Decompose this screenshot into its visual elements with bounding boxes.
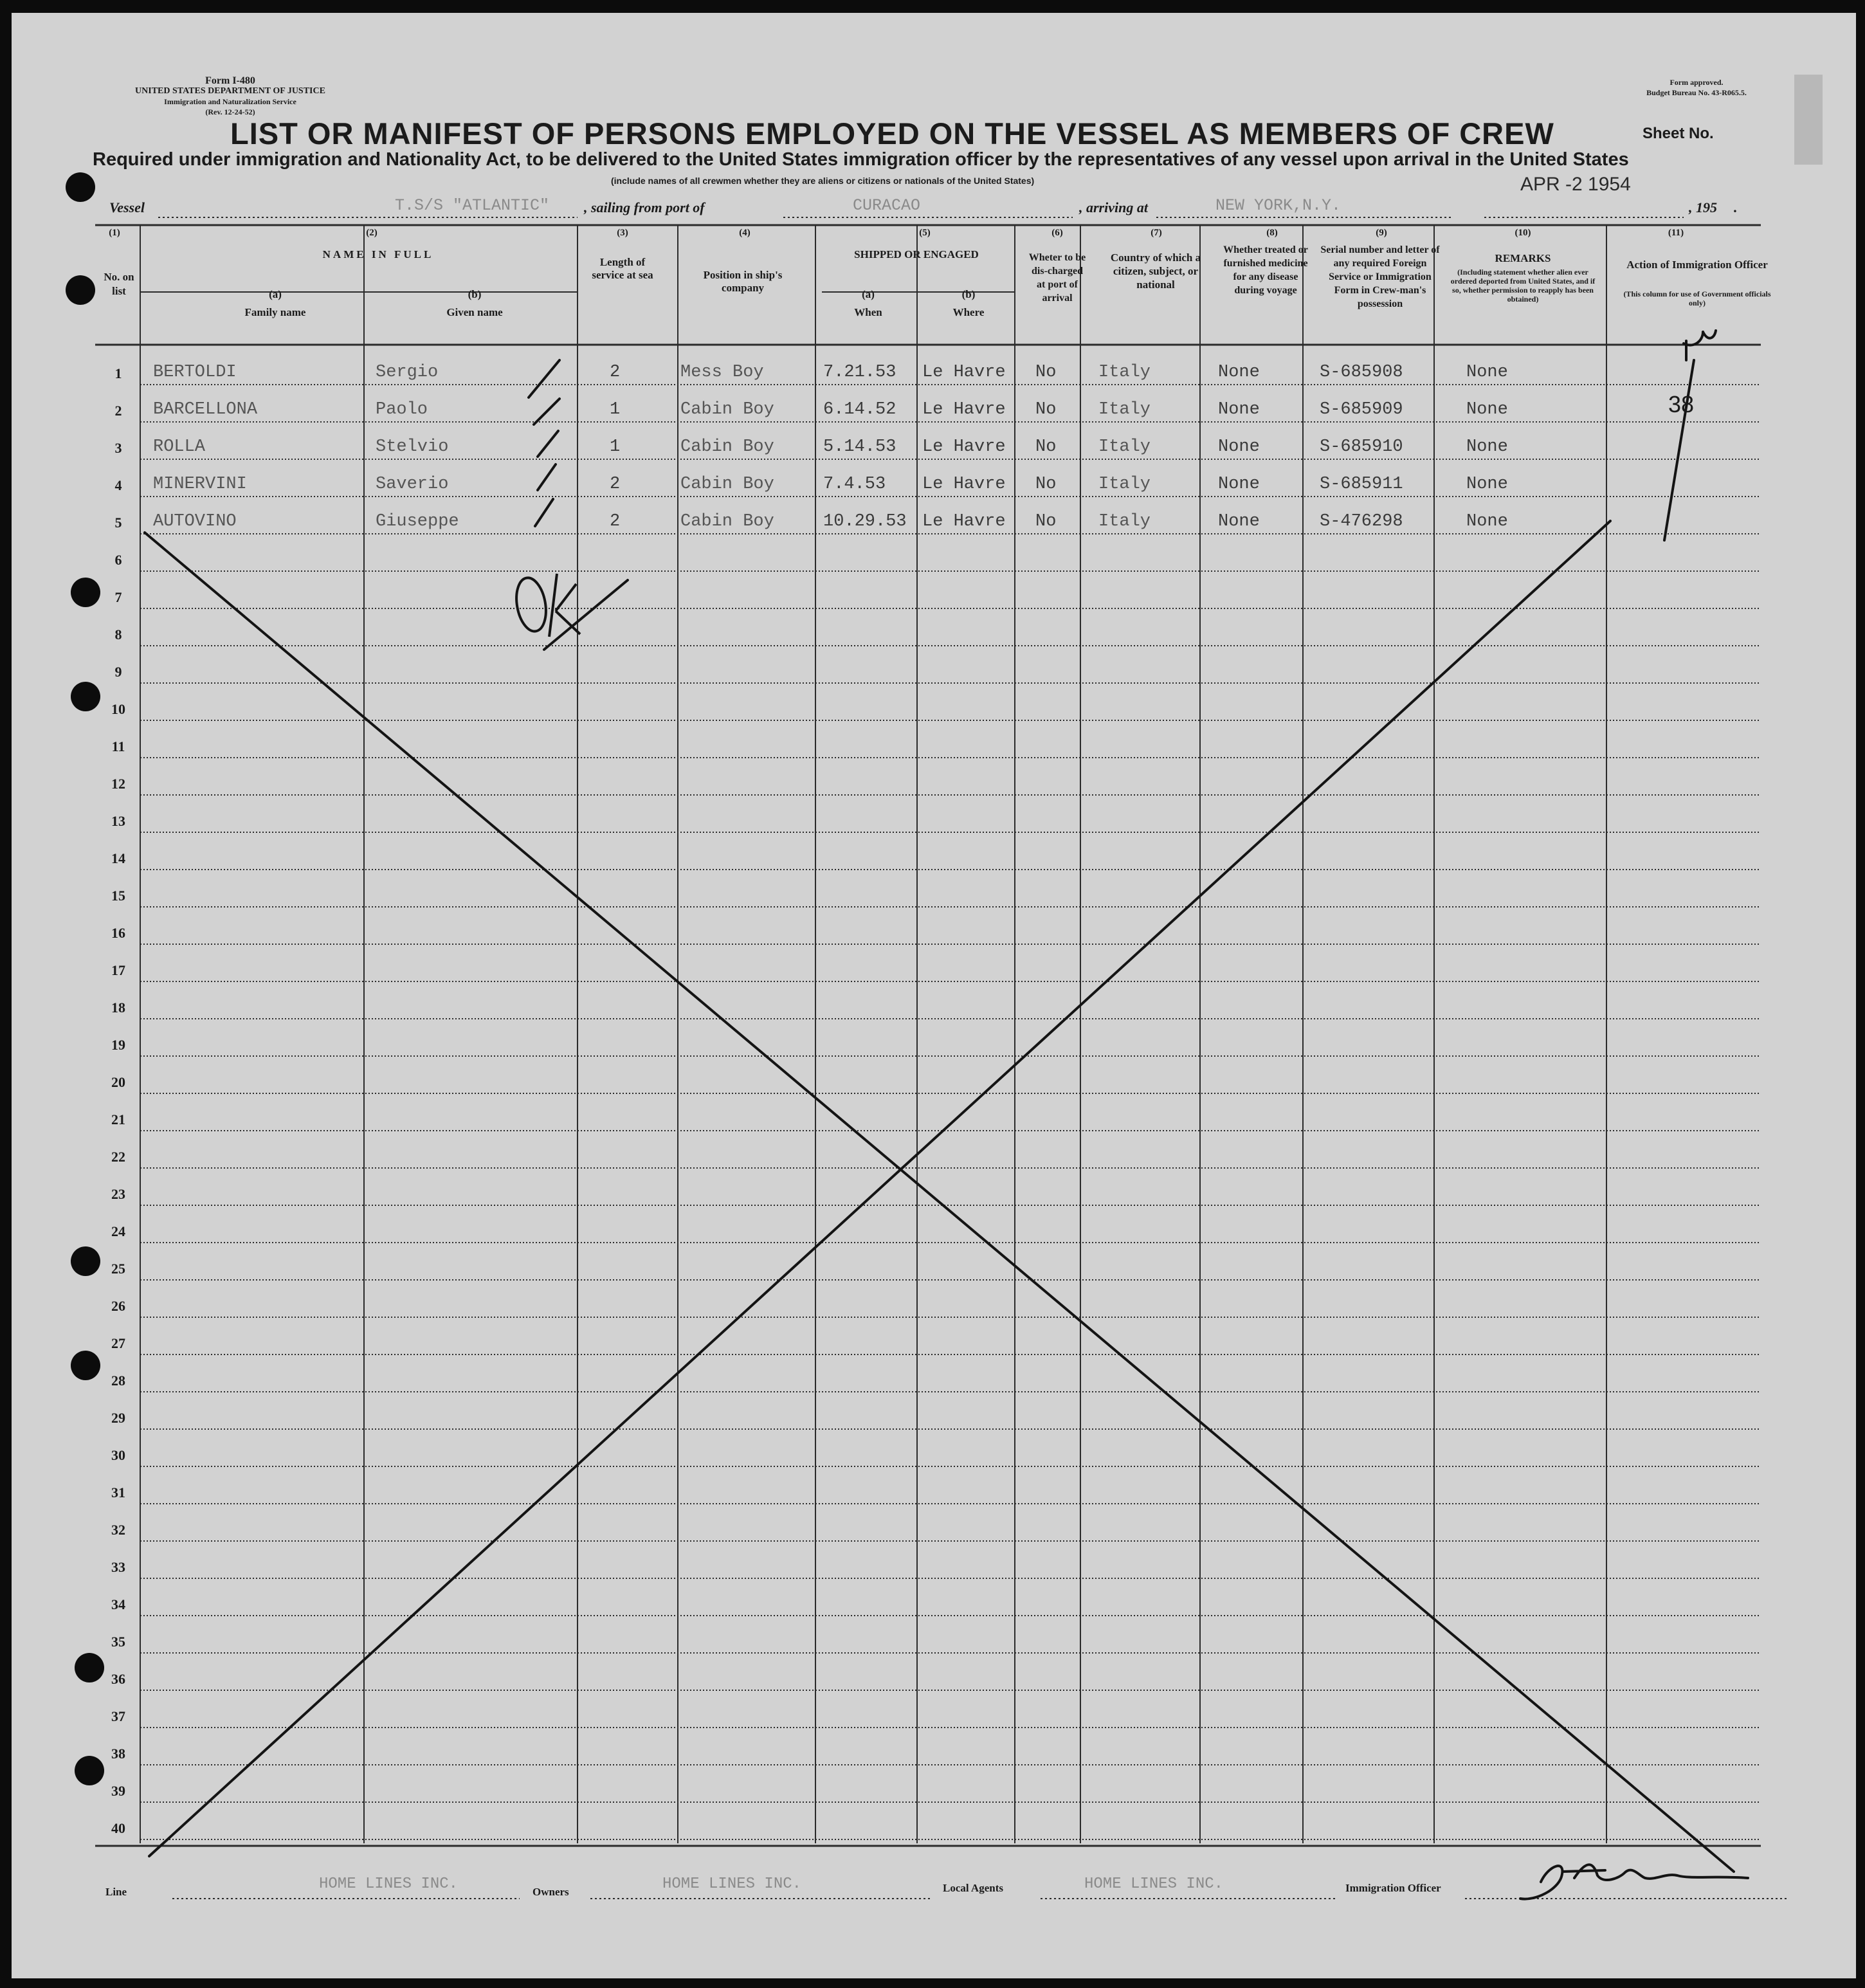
serial-number-cell: S-685908 bbox=[1320, 363, 1403, 382]
col-5a-letter: (a) bbox=[862, 288, 875, 300]
row-number: 32 bbox=[111, 1522, 125, 1538]
row-number: 39 bbox=[111, 1783, 125, 1799]
check-mark bbox=[535, 499, 553, 526]
sailing-from-label: , sailing from port of bbox=[584, 199, 705, 215]
col-7-number: (7) bbox=[1151, 228, 1162, 238]
vessel-label: Vessel bbox=[109, 199, 145, 215]
service-name: Immigration and Naturalization Service bbox=[164, 97, 296, 106]
country-cell: Italy bbox=[1098, 512, 1151, 531]
row-number: 31 bbox=[111, 1484, 125, 1500]
check-mark bbox=[538, 431, 558, 457]
row-number: 24 bbox=[111, 1223, 125, 1239]
remarks-cell: None bbox=[1466, 475, 1508, 494]
family-name-cell: MINERVINI bbox=[153, 475, 247, 494]
immigration-officer-label: Immigration Officer bbox=[1345, 1882, 1441, 1894]
col-2a-letter: (a) bbox=[269, 288, 282, 300]
row-number: 21 bbox=[111, 1111, 125, 1127]
country-cell: Italy bbox=[1098, 400, 1151, 419]
country-cell: Italy bbox=[1098, 475, 1151, 494]
row-number: 25 bbox=[111, 1261, 125, 1277]
shipped-when-cell: 5.14.53 bbox=[823, 437, 896, 457]
local-agents-label: Local Agents bbox=[943, 1882, 1003, 1894]
col-1-number: (1) bbox=[109, 228, 120, 238]
col-7-header: Country of which a citizen, subject, or national bbox=[1110, 251, 1201, 291]
serial-number-cell: S-685910 bbox=[1320, 437, 1403, 457]
row-number: 1 bbox=[114, 365, 122, 381]
col-10-header: REMARKS bbox=[1495, 252, 1551, 264]
ok-letter-o bbox=[513, 576, 550, 634]
arriving-at-label: , arriving at bbox=[1079, 199, 1148, 215]
shipped-when-cell: 6.14.52 bbox=[823, 400, 896, 419]
row-number: 12 bbox=[111, 776, 125, 792]
officer-signature bbox=[1520, 1865, 1748, 1899]
row-number: 11 bbox=[111, 738, 125, 754]
officer-bracket-line bbox=[1664, 360, 1694, 540]
check-mark bbox=[534, 399, 560, 424]
given-name-cell: Giuseppe bbox=[376, 512, 459, 531]
approval-line-1: Form approved. bbox=[1669, 78, 1724, 87]
position-cell: Cabin Boy bbox=[680, 512, 774, 531]
remarks-cell: None bbox=[1466, 363, 1508, 382]
row-number: 14 bbox=[111, 850, 125, 866]
shipped-where-cell: Le Havre bbox=[922, 512, 1006, 531]
shipped-when-cell: 7.21.53 bbox=[823, 363, 896, 382]
shipped-where-cell: Le Havre bbox=[922, 400, 1006, 419]
page-subtitle: Required under immigration and Nationality Act, to be delivered to the United States immigration officer by the representatives of any vessel upon arrival in the United States bbox=[93, 149, 1629, 170]
year-suffix-label: , 195 bbox=[1689, 199, 1717, 215]
col-6-header: Wheter to be dis-charged at port of arrival bbox=[1028, 252, 1086, 304]
given-name-cell: Saverio bbox=[376, 475, 449, 494]
col-10-note: (Including statement whether alien ever ordered deported from United States, and if so, whether permission to reapply has been obtained) bbox=[1450, 268, 1596, 304]
row-number: 15 bbox=[111, 888, 125, 904]
col-4-header: Position in ship's company bbox=[703, 269, 783, 294]
col-2-header: NAME IN FULL bbox=[322, 248, 434, 260]
discharged-cell: No bbox=[1035, 437, 1057, 457]
row-number: 40 bbox=[111, 1820, 125, 1836]
ok-underline bbox=[544, 580, 628, 650]
country-cell: Italy bbox=[1098, 437, 1151, 457]
remarks-cell: None bbox=[1466, 512, 1508, 531]
local-agents-value: HOME LINES INC. bbox=[1084, 1875, 1224, 1893]
col-2b-header: Given name bbox=[446, 306, 503, 318]
col-5b-header: Where bbox=[952, 306, 985, 318]
department-name: UNITED STATES DEPARTMENT OF JUSTICE bbox=[135, 86, 325, 96]
row-number: 38 bbox=[111, 1746, 125, 1762]
shipped-when-cell: 10.29.53 bbox=[823, 512, 907, 531]
col-11-header: Action of Immigration Officer bbox=[1626, 259, 1768, 271]
remarks-cell: None bbox=[1466, 400, 1508, 419]
officer-initials bbox=[1684, 331, 1716, 360]
check-mark bbox=[529, 360, 560, 397]
row-number: 6 bbox=[114, 552, 122, 568]
position-cell: Cabin Boy bbox=[680, 400, 774, 419]
service-length-cell: 1 bbox=[610, 437, 621, 457]
position-cell: Cabin Boy bbox=[680, 475, 774, 494]
col-5-number: (5) bbox=[919, 228, 931, 238]
row-number: 20 bbox=[111, 1074, 125, 1090]
service-length-cell: 2 bbox=[610, 475, 621, 494]
medicine-cell: None bbox=[1218, 437, 1260, 457]
col-2b-letter: (b) bbox=[468, 288, 482, 300]
col-9-header: Serial number and letter of any required Foreign Service or Immigration Form in Crew-man's possession bbox=[1320, 244, 1440, 309]
family-name-cell: BERTOLDI bbox=[153, 363, 237, 382]
row-number: 7 bbox=[114, 589, 122, 605]
serial-number-cell: S-685909 bbox=[1320, 400, 1403, 419]
row-number: 28 bbox=[111, 1372, 125, 1389]
row-number: 36 bbox=[111, 1671, 125, 1687]
shipped-where-cell: Le Havre bbox=[922, 475, 1006, 494]
col-5b-letter: (b) bbox=[961, 288, 976, 300]
col-1-header: No. on list bbox=[104, 271, 134, 297]
col-3-header: Length of service at sea bbox=[592, 256, 653, 281]
row-number: 10 bbox=[111, 701, 125, 717]
medicine-cell: None bbox=[1218, 512, 1260, 531]
row-number: 37 bbox=[111, 1708, 125, 1724]
form-number: Form I-480 bbox=[205, 75, 255, 86]
row-number: 18 bbox=[111, 999, 125, 1016]
owners-label: Owners bbox=[532, 1886, 569, 1898]
country-cell: Italy bbox=[1098, 363, 1151, 382]
discharged-cell: No bbox=[1035, 363, 1057, 382]
col-5-header: SHIPPED OR ENGAGED bbox=[854, 248, 979, 260]
row-number: 17 bbox=[111, 962, 125, 978]
serial-number-cell: S-476298 bbox=[1320, 512, 1403, 531]
col-4-number: (4) bbox=[739, 228, 751, 238]
row-number: 33 bbox=[111, 1559, 125, 1575]
col-8-header: Whether treated or furnished medicine for any disease during voyage bbox=[1223, 244, 1308, 296]
col-6-number: (6) bbox=[1051, 228, 1063, 238]
line-value: HOME LINES INC. bbox=[319, 1875, 459, 1893]
cancellation-stroke bbox=[145, 533, 1734, 1872]
row-number: 23 bbox=[111, 1186, 125, 1202]
medicine-cell: None bbox=[1218, 475, 1260, 494]
sheet-number-label: Sheet No. bbox=[1642, 125, 1714, 142]
service-length-cell: 1 bbox=[610, 400, 621, 419]
page-title: LIST OR MANIFEST OF PERSONS EMPLOYED ON THE VESSEL AS MEMBERS OF CREW bbox=[230, 116, 1554, 150]
service-length-cell: 2 bbox=[610, 363, 621, 382]
owners-value: HOME LINES INC. bbox=[662, 1875, 802, 1893]
ok-letter-k bbox=[549, 574, 580, 637]
check-mark bbox=[538, 464, 556, 490]
form-revision: (Rev. 12-24-52) bbox=[205, 107, 255, 116]
medicine-cell: None bbox=[1218, 400, 1260, 419]
arriving-at-value: NEW YORK,N.Y. bbox=[1215, 196, 1342, 215]
row-number: 8 bbox=[114, 626, 122, 643]
service-length-cell: 2 bbox=[610, 512, 621, 531]
sailing-from-value: CURACAO bbox=[853, 196, 921, 215]
row-number: 34 bbox=[111, 1596, 125, 1612]
row-number: 4 bbox=[114, 477, 122, 493]
remarks-cell: None bbox=[1466, 437, 1508, 457]
row-number: 29 bbox=[111, 1410, 125, 1426]
row-number: 30 bbox=[111, 1447, 125, 1463]
discharged-cell: No bbox=[1035, 512, 1057, 531]
row-number: 22 bbox=[111, 1149, 125, 1165]
row-number: 27 bbox=[111, 1335, 125, 1351]
serial-number-cell: S-685911 bbox=[1320, 475, 1403, 494]
row-number: 13 bbox=[111, 813, 125, 829]
col-3-number: (3) bbox=[617, 228, 628, 238]
row-number: 26 bbox=[111, 1298, 125, 1314]
date-stamp: APR -2 1954 bbox=[1520, 174, 1631, 195]
row-number: 2 bbox=[114, 403, 122, 419]
officer-count: 38 bbox=[1668, 391, 1695, 417]
given-name-cell: Stelvio bbox=[376, 437, 449, 457]
family-name-cell: BARCELLONA bbox=[153, 400, 258, 419]
row-number: 35 bbox=[111, 1634, 125, 1650]
col-8-number: (8) bbox=[1266, 228, 1278, 238]
medicine-cell: None bbox=[1218, 363, 1260, 382]
col-10-number: (10) bbox=[1515, 228, 1531, 238]
col-5a-header: When bbox=[854, 306, 882, 318]
shipped-where-cell: Le Havre bbox=[922, 363, 1006, 382]
row-number: 19 bbox=[111, 1037, 125, 1053]
col-9-number: (9) bbox=[1376, 228, 1387, 238]
shipped-when-cell: 7.4.53 bbox=[823, 475, 886, 494]
year-end: . bbox=[1734, 199, 1738, 215]
col-2-number: (2) bbox=[366, 228, 378, 238]
shipped-where-cell: Le Havre bbox=[922, 437, 1006, 457]
approval-line-2: Budget Bureau No. 43-R065.5. bbox=[1646, 88, 1747, 97]
handwriting-overlay bbox=[12, 13, 1856, 1978]
given-name-cell: Paolo bbox=[376, 400, 428, 419]
col-11-note: (This column for use of Government officials only) bbox=[1623, 289, 1771, 307]
discharged-cell: No bbox=[1035, 400, 1057, 419]
family-name-cell: AUTOVINO bbox=[153, 512, 237, 531]
family-name-cell: ROLLA bbox=[153, 437, 206, 457]
row-number: 16 bbox=[111, 925, 125, 941]
given-name-cell: Sergio bbox=[376, 363, 439, 382]
position-cell: Mess Boy bbox=[680, 363, 764, 382]
col-2a-header: Family name bbox=[244, 306, 306, 318]
discharged-cell: No bbox=[1035, 475, 1057, 494]
row-number: 5 bbox=[114, 515, 122, 531]
col-11-number: (11) bbox=[1668, 228, 1684, 238]
crew-manifest-sheet bbox=[12, 13, 1856, 1978]
row-number: 9 bbox=[114, 664, 122, 680]
row-number: 3 bbox=[114, 440, 122, 456]
include-note: (include names of all crewmen whether they are aliens or citizens or nationals of the United States) bbox=[611, 176, 1035, 186]
position-cell: Cabin Boy bbox=[680, 437, 774, 457]
vessel-value: T.S/S "ATLANTIC" bbox=[395, 196, 550, 215]
line-label: Line bbox=[105, 1886, 127, 1898]
